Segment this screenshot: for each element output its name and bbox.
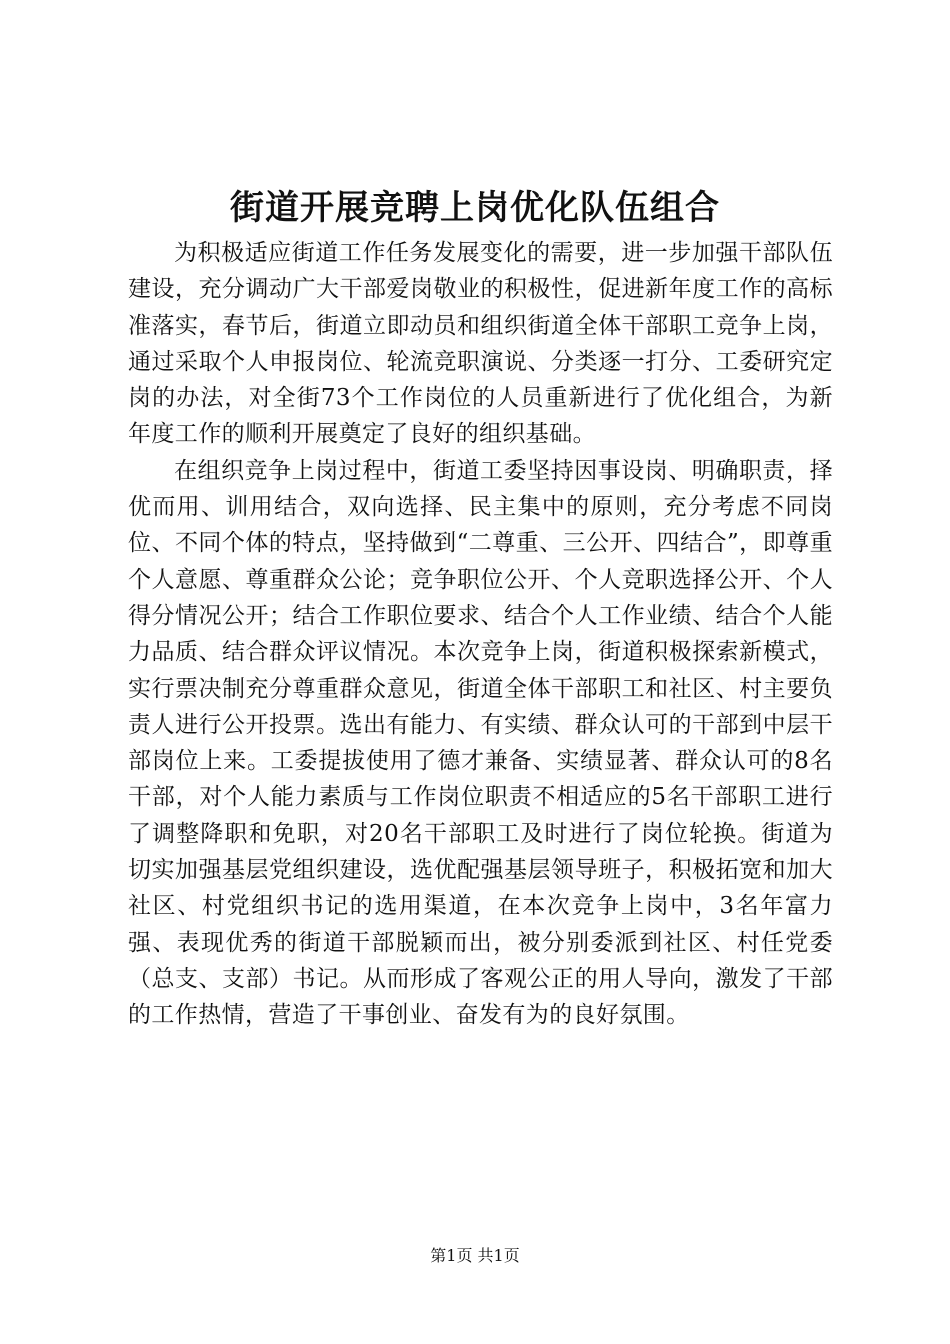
paragraph-2: 在组织竞争上岗过程中，街道工委坚持因事设岗、明确职责，择优而用、训用结合，双向选择、民主集中的原则，充分考虑不同岗位、不同个体的特点，坚持做到“二尊重、三公开、四结合”，即尊重个人意愿、尊重群众公论；竞争职位公开、个人竞职选择公开、个人得分情况公开；结合工作职位要求、结合个人工作业绩、结合个人能力品质、结合群众评议情况。本次竞争上岗，街道积极探索新模式，实行票决制充分尊重群众意见，街道全体干部职工和社区、村主要负责人进行公开投票。选出有能力、有实绩、群众认可的干部到中层干部岗位上来。工委提拔使用了德才兼备、实绩显著、群众认可的8名干部，对个人能力素质与工作岗位职责不相适应的5名干部职工进行了调整降职和免职，对20名干部职工及时进行了岗位轮换。街道为切实加强基层党组织建设，选优配强基层领导班子，积极拓宽和加大社区、村党组织书记的选用渠道，在本次竞争上岗中，3名年富力强、表现优秀的街道干部脱颖而出，被分别委派到社区、村任党委（总支、支部）书记。从而形成了客观公正的用人导向，激发了干部的工作热情，营造了干事创业、奋发有为的良好氛围。: [128, 457, 833, 1029]
paragraph-1: 为积极适应街道工作任务发展变化的需要，进一步加强干部队伍建设，充分调动广大干部爱岗敬业的积极性，促进新年度工作的高标准落实，春节后，街道立即动员和组织街道全体干部职工竞争上岗，通过采取个人申报岗位、轮流竞职演说、分类逐一打分、工委研究定岗的办法，对全街73个工作岗位的人员重新进行了优化组合，为新年度工作的顺利开展奠定了良好的组织基础。: [128, 240, 833, 448]
page-footer: 第1页 共1页: [430, 1246, 520, 1265]
page-title: 街道开展竞聘上岗优化队伍组合: [230, 188, 720, 228]
document-body: [128, 235, 833, 1034]
